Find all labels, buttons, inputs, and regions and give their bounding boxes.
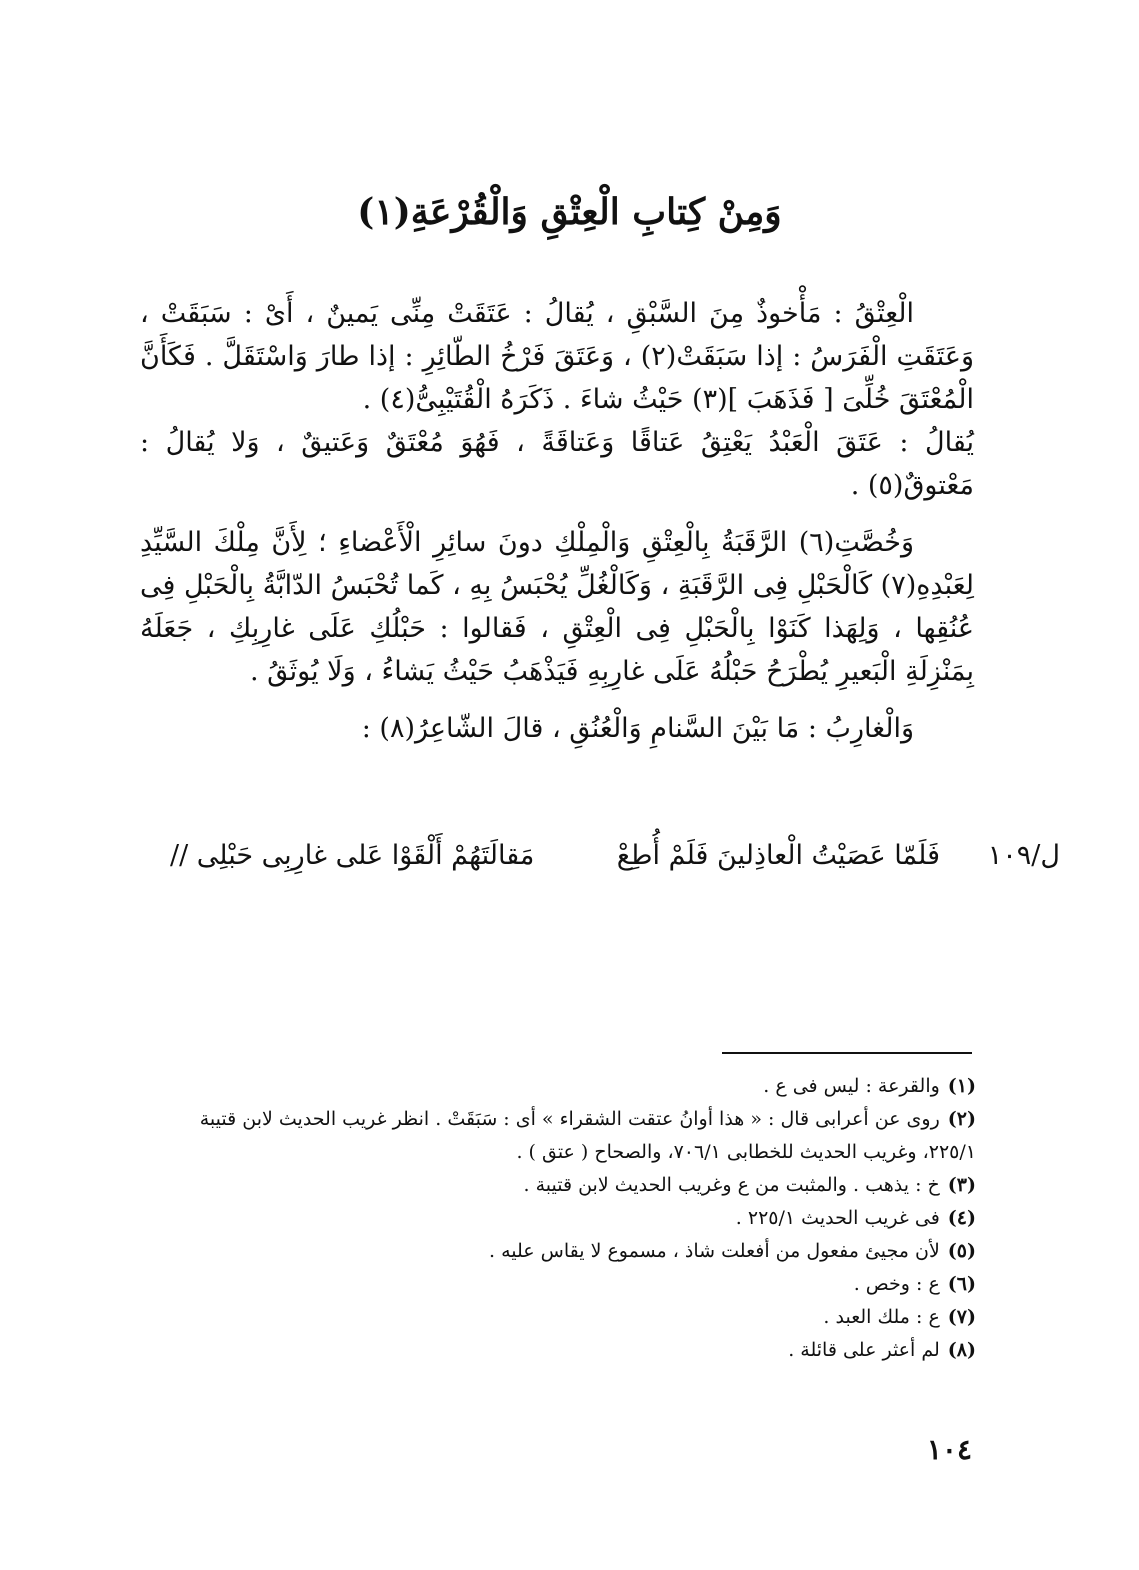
footnote-text: ع : ملك العبد . bbox=[823, 1306, 940, 1328]
footnote-2-continuation: ٢٢٥/١، وغريب الحديث للخطابى ٧٠٦/١، والصحاح ( عتق ) . bbox=[516, 1141, 976, 1163]
footnote-text: ع : وخص . bbox=[853, 1273, 940, 1295]
main-text bbox=[140, 292, 974, 750]
poetry-verse bbox=[170, 832, 1060, 880]
footnote-separator bbox=[722, 1052, 972, 1054]
footnote-8 bbox=[140, 1334, 976, 1367]
paragraph-4: وَالْغارِبُ : مَا بَيْنَ السَّنامِ وَالْعُنُقِ ، قالَ الشّاعِرُ(٨) : bbox=[361, 713, 914, 744]
footnote-number: (٦) bbox=[947, 1273, 976, 1295]
footnote-6 bbox=[140, 1268, 976, 1301]
footnotes bbox=[140, 1070, 976, 1367]
verse-first-hemistich: فَلَمّا عَصَيْتُ الْعاذِلينَ فَلَمْ أُطِعْ bbox=[616, 840, 940, 871]
footnote-1 bbox=[140, 1070, 976, 1103]
manuscript-folio-marker: ل/١٠٩ bbox=[987, 840, 1060, 871]
footnote-5 bbox=[140, 1235, 976, 1268]
footnote-number: (٣) bbox=[947, 1174, 976, 1196]
verse-second-hemistich: مَقالَتَهُمْ أَلْقَوْا عَلى غارِبِى حَبْلِى // bbox=[170, 840, 535, 871]
footnote-text: والقرعة : ليس فى ع . bbox=[763, 1075, 940, 1097]
chapter-title: وَمِنْ كِتابِ الْعِتْقِ وَالْقُرْعَةِ(١) bbox=[357, 191, 782, 233]
paragraph-2: يُقالُ : عَتَقَ الْعَبْدُ يَعْتِقُ عَتاقًا وَعَتاقَةً ، فَهُوَ مُعْتَقٌ وَعَتيقٌ ، وَلا يُقالُ : مَعْتوقٌ(٥) . bbox=[140, 427, 974, 501]
footnote-number: (١) bbox=[947, 1075, 976, 1097]
footnote-text: لأن مجيئ مفعول من أفعلت شاذ ، مسموع لا يقاس عليه . bbox=[488, 1240, 940, 1262]
footnote-4 bbox=[140, 1202, 976, 1235]
footnote-text: خ : يذهب . والمثبت من ع وغريب الحديث لابن قتيبة . bbox=[523, 1174, 940, 1196]
footnote-text: فى غريب الحديث ٢٢٥/١ . bbox=[735, 1207, 940, 1229]
page-number: ١٠٤ bbox=[926, 1433, 972, 1466]
paragraph-1: الْعِتْقُ : مَأْخوذٌ مِنَ السَّبْقِ ، يُقالُ : عَتَقَتْ مِنِّى يَمينٌ ، أَىْ : سَبَقَتْ ، وَعَتَقَتِ الْفَرَسُ : إذا سَبَقَتْ(٢) ، وَعَتَقَ فَرْخُ الطّائِرِ : إذا طارَ وَاسْتَقَلَّ . فَكَأَنَّ الْمُعْتَقَ خُلِّىَ [ فَذَهَبَ ](٣) حَيْثُ شاءَ . ذَكَرَهُ الْقُتَيْبِىُّ(٤) . bbox=[140, 298, 974, 415]
footnote-text: روى عن أعرابى قال : « هذا أوانُ عتقت الشقراء » أى : سَبَقَتْ . انظر غريب الحديث لابن قتيبة bbox=[199, 1108, 940, 1130]
footnote-text: لم أعثر على قائلة . bbox=[788, 1339, 940, 1361]
footnote-number: (٨) bbox=[947, 1339, 976, 1361]
footnote-number: (٤) bbox=[947, 1207, 976, 1229]
footnote-7 bbox=[140, 1301, 976, 1334]
paragraph-3: وَخُصَّتِ(٦) الرَّقَبَةُ بِالْعِتْقِ وَالْمِلْكِ دونَ سائِرِ الْأَعْضاءِ ؛ لِأَنَّ مِلْكَ السَّيِّدِ لِعَبْدِهِ(٧) كَالْحَبْلِ فِى الرَّقَبَةِ ، وَكَالْغُلِّ يُحْبَسُ بِهِ ، كَما تُحْبَسُ الدّابَّةُ بِالْحَبْلِ فِى عُنُقِها ، وَلِهَذا كَنَوْا بِالْحَبْلِ فِى الْعِتْقِ ، فَقالوا : حَبْلُكِ عَلَى غارِبِكِ ، جَعَلَهُ بِمَنْزِلَةِ الْبَعيرِ يُطْرَحُ حَبْلُهُ عَلَى غارِبِهِ فَيَذْهَبُ حَيْثُ يَشاءُ ، وَلَا يُوثَقُ . bbox=[140, 527, 974, 687]
footnote-number: (٧) bbox=[947, 1306, 976, 1328]
footnote-number: (٥) bbox=[947, 1240, 976, 1262]
footnote-3 bbox=[140, 1169, 976, 1202]
footnote-2 bbox=[140, 1103, 976, 1136]
footnote-number: (٢) bbox=[947, 1108, 976, 1130]
